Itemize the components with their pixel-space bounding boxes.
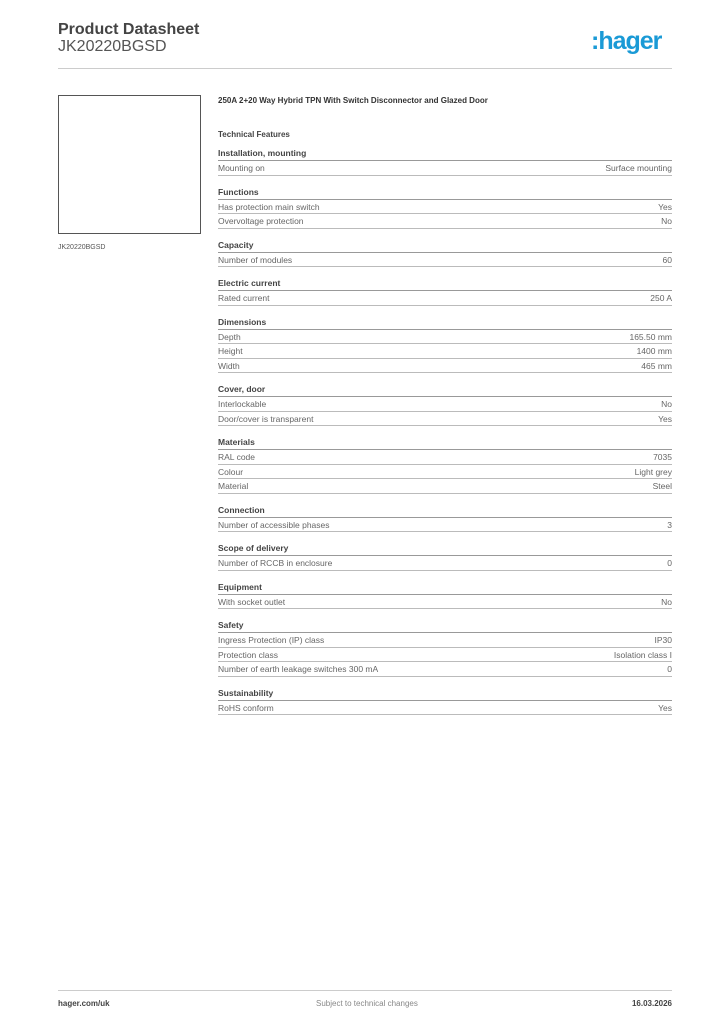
feature-row bbox=[218, 161, 672, 176]
feature-value: Steel bbox=[652, 481, 672, 491]
section-title: Safety bbox=[218, 618, 672, 633]
feature-row bbox=[218, 412, 672, 427]
feature-value: 3 bbox=[667, 519, 672, 530]
feature-value: No bbox=[661, 399, 672, 409]
feature-label: Width bbox=[218, 360, 240, 371]
feature-label: Overvoltage protection bbox=[218, 216, 304, 226]
image-caption: JK20220BGSD bbox=[58, 244, 106, 251]
feature-label: Height bbox=[218, 346, 243, 356]
feature-label: Depth bbox=[218, 331, 241, 342]
feature-row bbox=[218, 359, 672, 374]
feature-section bbox=[218, 435, 672, 494]
feature-value: 0 bbox=[667, 664, 672, 674]
feature-section bbox=[218, 276, 672, 306]
feature-row bbox=[218, 465, 672, 480]
feature-label: With socket outlet bbox=[218, 596, 286, 607]
section-title: Functions bbox=[218, 185, 672, 200]
feature-value: 0 bbox=[667, 558, 672, 568]
feature-row bbox=[218, 214, 672, 229]
feature-row bbox=[218, 397, 672, 412]
feature-value: IP30 bbox=[654, 635, 672, 645]
feature-section bbox=[218, 382, 672, 426]
section-title: Capacity bbox=[218, 238, 672, 253]
feature-label: Number of accessible phases bbox=[218, 519, 330, 530]
feature-sections bbox=[218, 146, 672, 715]
feature-row bbox=[218, 291, 672, 306]
section-title: Equipment bbox=[218, 580, 672, 595]
feature-row bbox=[218, 662, 672, 677]
feature-value: Isolation class I bbox=[613, 649, 672, 660]
feature-label: Number of earth leakage switches 300 mA bbox=[218, 664, 379, 674]
feature-row bbox=[218, 479, 672, 494]
feature-value: No bbox=[661, 216, 672, 226]
feature-label: Has protection main switch bbox=[218, 201, 320, 212]
feature-value: No bbox=[661, 596, 672, 607]
main-content bbox=[218, 96, 672, 715]
feature-label: Number of modules bbox=[218, 254, 293, 265]
feature-row bbox=[218, 701, 672, 716]
feature-section bbox=[218, 315, 672, 374]
feature-section bbox=[218, 238, 672, 268]
footer-divider bbox=[58, 990, 672, 991]
feature-label: Colour bbox=[218, 466, 244, 477]
feature-row bbox=[218, 556, 672, 571]
feature-value: 1400 mm bbox=[636, 346, 672, 356]
feature-section bbox=[218, 185, 672, 229]
feature-section bbox=[218, 146, 672, 176]
feature-value: 60 bbox=[662, 254, 672, 265]
footer-notice: Subject to technical changes bbox=[316, 999, 418, 1008]
product-title: 250A 2+20 Way Hybrid TPN With Switch Disconnector and Glazed Door bbox=[218, 96, 488, 105]
footer-date: 16.03.2026 bbox=[631, 999, 672, 1008]
section-title: Installation, mounting bbox=[218, 146, 672, 161]
feature-label: Number of RCCB in enclosure bbox=[218, 558, 333, 568]
feature-label: Interlockable bbox=[218, 399, 267, 409]
feature-value: Yes bbox=[658, 702, 672, 713]
feature-section bbox=[218, 503, 672, 533]
technical-features-heading: Technical Features bbox=[218, 130, 290, 139]
feature-section bbox=[218, 686, 672, 716]
feature-row bbox=[218, 518, 672, 533]
footer-website-link[interactable]: hager.com/uk bbox=[58, 999, 110, 1008]
feature-value: Light grey bbox=[634, 466, 672, 477]
feature-label: Ingress Protection (IP) class bbox=[218, 635, 325, 645]
feature-row bbox=[218, 595, 672, 610]
document-title: Product Datasheet bbox=[58, 21, 200, 38]
feature-section bbox=[218, 618, 672, 677]
feature-value: 250 A bbox=[650, 293, 672, 303]
feature-label: Mounting on bbox=[218, 163, 265, 173]
feature-label: Material bbox=[218, 481, 249, 491]
feature-section bbox=[218, 541, 672, 571]
feature-label: RAL code bbox=[218, 452, 256, 462]
feature-label: RoHS conform bbox=[218, 702, 274, 713]
section-title: Cover, door bbox=[218, 382, 672, 397]
feature-value: 465 mm bbox=[641, 360, 672, 371]
feature-row bbox=[218, 200, 672, 215]
feature-row bbox=[218, 633, 672, 648]
header-divider bbox=[58, 68, 672, 69]
section-title: Dimensions bbox=[218, 315, 672, 330]
feature-section bbox=[218, 580, 672, 610]
feature-row bbox=[218, 253, 672, 268]
feature-row bbox=[218, 450, 672, 465]
feature-row bbox=[218, 330, 672, 345]
feature-value: Yes bbox=[658, 201, 672, 212]
section-title: Sustainability bbox=[218, 686, 672, 701]
feature-value: Surface mounting bbox=[605, 163, 672, 173]
section-title: Electric current bbox=[218, 276, 672, 291]
feature-label: Rated current bbox=[218, 293, 270, 303]
feature-label: Door/cover is transparent bbox=[218, 413, 314, 424]
section-title: Materials bbox=[218, 435, 672, 450]
product-code: JK20220BGSD bbox=[58, 38, 167, 55]
section-title: Scope of delivery bbox=[218, 541, 672, 556]
feature-value: Yes bbox=[658, 413, 672, 424]
product-image bbox=[58, 95, 201, 234]
feature-value: 7035 bbox=[653, 452, 672, 462]
section-title: Connection bbox=[218, 503, 672, 518]
feature-value: 165.50 mm bbox=[629, 331, 672, 342]
hager-logo: :hager bbox=[591, 27, 662, 55]
feature-row bbox=[218, 648, 672, 663]
feature-label: Protection class bbox=[218, 649, 278, 660]
feature-row bbox=[218, 344, 672, 359]
